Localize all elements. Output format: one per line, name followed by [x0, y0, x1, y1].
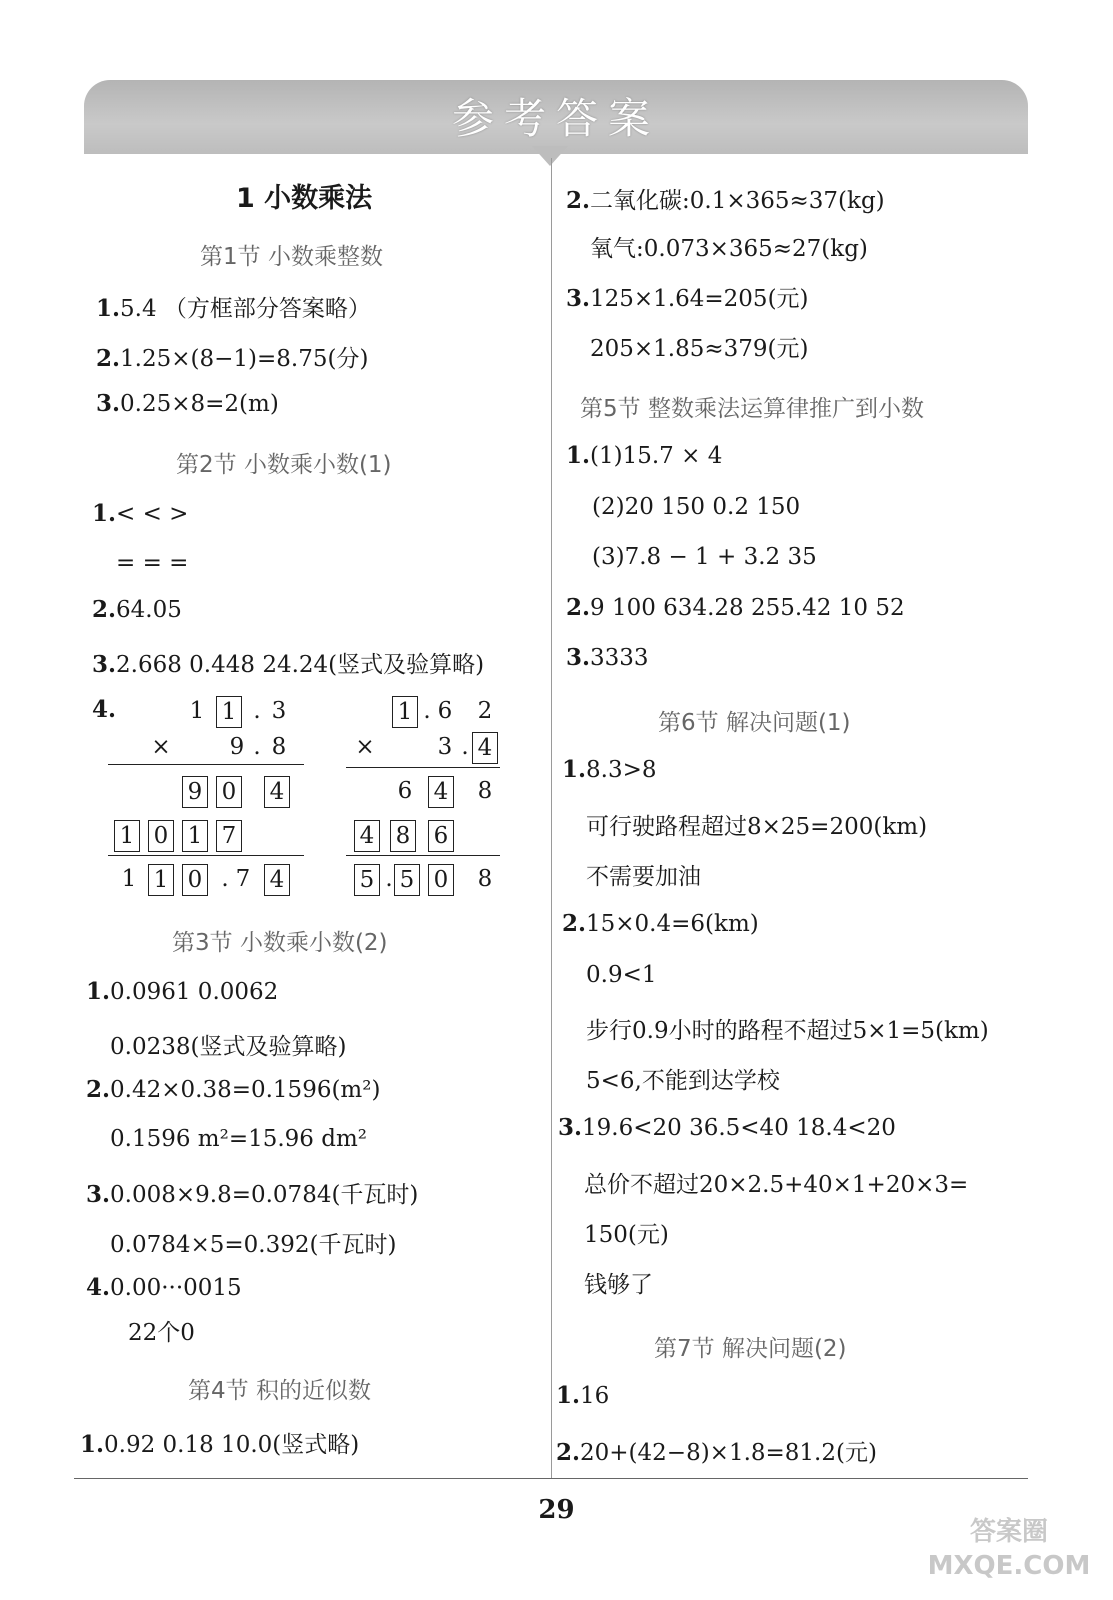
calc-digit: ×	[151, 734, 171, 760]
answer-line	[566, 182, 885, 215]
page-title: 参考答案	[451, 94, 660, 143]
answer-box: 5	[354, 864, 380, 896]
calc-rule	[108, 764, 304, 765]
answer-text: 0.25×8=2(m)	[120, 391, 279, 417]
answer-line	[92, 696, 116, 723]
answer-line: 可行驶路程超过8×25=200(km)	[586, 814, 928, 840]
answer-box: 1	[216, 696, 242, 728]
answer-box: 6	[428, 820, 454, 852]
answer-line: 5<6,不能到达学校	[586, 1068, 780, 1094]
answer-line: 0.0784×5=0.392(千瓦时)	[110, 1232, 397, 1258]
answer-text: 9 100 634.28 255.42 10 52	[590, 595, 905, 621]
answer-line	[86, 1076, 380, 1103]
answer-number: 2.	[562, 910, 587, 937]
section-heading: 第3节 小数乘小数(2)	[172, 930, 388, 956]
header-notch	[532, 146, 568, 166]
answer-line: 22个0	[128, 1320, 195, 1346]
calc-digit: 8	[477, 866, 493, 892]
answer-line	[562, 756, 657, 783]
answer-line	[558, 1114, 896, 1141]
answer-box: 0	[182, 864, 208, 896]
answer-number: 3.	[96, 390, 121, 417]
answer-box: 5	[394, 864, 420, 896]
answer-number: 1.	[96, 295, 121, 322]
answer-line	[96, 390, 279, 417]
section-heading: 第1节 小数乘整数	[200, 244, 383, 270]
calc-digit: 6	[437, 698, 453, 724]
answer-number: 1.	[556, 1382, 581, 1409]
answer-line	[96, 290, 371, 323]
answer-number: 2.	[96, 345, 121, 372]
answer-number: 3.	[92, 651, 117, 678]
answer-text: 20+(42−8)×1.8=81.2(元)	[580, 1440, 877, 1466]
answer-number: 1.	[92, 500, 117, 527]
answer-box: 7	[216, 820, 242, 852]
calc-digit: 1	[189, 698, 205, 724]
answer-line	[92, 500, 188, 527]
calc-digit: 8	[477, 778, 493, 804]
answer-number: 2.	[566, 594, 591, 621]
answer-box: 4	[264, 864, 290, 896]
answer-text: 125×1.64=205(元)	[590, 286, 809, 312]
answer-text: 5.4 （方框部分答案略）	[120, 296, 371, 322]
answer-number: 3.	[566, 644, 591, 671]
answer-box: 1	[114, 820, 140, 852]
answer-number: 2.	[86, 1076, 111, 1103]
answer-text: 0.0961 0.0062	[110, 979, 279, 1005]
calc-digit: 3	[271, 698, 287, 724]
answer-line: (2)20 150 0.2 150	[592, 494, 801, 520]
answer-line	[86, 978, 278, 1005]
answer-number: 1.	[86, 978, 111, 1005]
calc-digit: 7	[235, 866, 251, 892]
calc-digit: 9	[229, 734, 245, 760]
calc-digit: 6	[397, 778, 413, 804]
answer-text: 0.00···0015	[110, 1275, 242, 1301]
answer-line: 氧气:0.073×365≈27(kg)	[590, 236, 868, 262]
answer-line	[86, 1176, 418, 1209]
answer-line: 0.1596 m²=15.96 dm²	[110, 1126, 367, 1152]
answer-text: 0.42×0.38=0.1596(m²)	[110, 1077, 381, 1103]
answer-number: 3.	[86, 1181, 111, 1208]
calc-digit: .	[253, 734, 261, 760]
answer-box: 0	[148, 820, 174, 852]
answer-box: 0	[428, 864, 454, 896]
answer-box: 4	[354, 820, 380, 852]
answer-text: 64.05	[116, 597, 182, 623]
answer-text: 1.25×(8−1)=8.75(分)	[120, 346, 369, 372]
answer-line: 钱够了	[584, 1272, 653, 1298]
answer-number: 4.	[86, 1274, 111, 1301]
answer-number: 1.	[566, 442, 591, 469]
answer-number: 2.	[556, 1439, 581, 1466]
calc-digit: .	[461, 734, 469, 760]
calc-digit: 3	[437, 734, 453, 760]
watermark-logo: 答案圈 MXQE.COM	[927, 1517, 1091, 1581]
answer-text: 二氧化碳:0.1×365≈37(kg)	[590, 188, 885, 214]
answer-line	[566, 644, 649, 671]
answer-number: 1.	[562, 756, 587, 783]
answer-text: 2.668 0.448 24.24(竖式及验算略)	[116, 652, 485, 678]
answer-box: 1	[392, 696, 418, 728]
section-heading: 第2节 小数乘小数(1)	[176, 452, 392, 478]
section-heading: 第5节 整数乘法运算律推广到小数	[580, 396, 924, 422]
answer-text: < < >	[116, 501, 189, 527]
answer-box: 0	[216, 776, 242, 808]
answer-line	[556, 1434, 877, 1467]
answer-text: 19.6<20 36.5<40 18.4<20	[582, 1115, 896, 1141]
answer-line	[80, 1426, 359, 1459]
answer-text: 16	[580, 1383, 610, 1409]
answer-line	[92, 596, 182, 623]
answer-line: 205×1.85≈379(元)	[590, 336, 809, 362]
answer-text: 15×0.4=6(km)	[586, 911, 759, 937]
calc-digit: ×	[355, 734, 375, 760]
calc-digit: 1	[121, 866, 137, 892]
answer-number: 3.	[566, 285, 591, 312]
answer-number: 2.	[92, 596, 117, 623]
answer-number: 2.	[566, 187, 591, 214]
answer-line: 步行0.9小时的路程不超过5×1=5(km)	[586, 1018, 989, 1044]
answer-text: 8.3>8	[586, 757, 657, 783]
answer-line	[562, 910, 759, 937]
answer-box: 4	[472, 732, 498, 764]
answer-line	[566, 280, 809, 313]
calc-digit: .	[385, 866, 393, 892]
answer-text: 0.008×9.8=0.0784(千瓦时)	[110, 1182, 419, 1208]
calc-digit: 8	[271, 734, 287, 760]
page-number: 29	[538, 1495, 575, 1525]
answer-text: (1)15.7 × 4	[590, 443, 723, 469]
answer-number: 3.	[558, 1114, 583, 1141]
answer-box: 4	[428, 776, 454, 808]
answer-line	[96, 340, 368, 373]
column-divider	[551, 158, 552, 1478]
chapter-title: 1 小数乘法	[236, 183, 373, 214]
answer-text: 3333	[590, 645, 649, 671]
answer-line: 150(元)	[584, 1222, 669, 1248]
section-heading: 第6节 解决问题(1)	[658, 710, 851, 736]
answer-number: 4.	[92, 696, 117, 723]
answer-line	[92, 646, 484, 679]
answer-number: 1.	[80, 1431, 105, 1458]
answer-line: 不需要加油	[586, 864, 701, 890]
answer-line	[566, 442, 722, 469]
answer-box: 4	[264, 776, 290, 808]
answer-line	[566, 594, 905, 621]
calc-digit: .	[423, 698, 431, 724]
header-banner	[84, 80, 1028, 154]
answer-line: 总价不超过20×2.5+40×1+20×3=	[584, 1172, 969, 1198]
answer-line: = = =	[116, 550, 189, 576]
answer-box: 1	[182, 820, 208, 852]
footer-rule	[74, 1478, 1028, 1479]
answer-box: 8	[390, 820, 416, 852]
calc-rule	[346, 855, 500, 856]
answer-line	[556, 1382, 609, 1409]
calc-rule	[108, 855, 304, 856]
answer-box: 9	[182, 776, 208, 808]
answer-line	[86, 1274, 242, 1301]
section-heading: 第7节 解决问题(2)	[654, 1336, 847, 1362]
answer-box: 1	[148, 864, 174, 896]
calc-rule	[346, 767, 500, 768]
calc-digit: 2	[477, 698, 493, 724]
section-heading: 第4节 积的近似数	[188, 1378, 371, 1404]
answer-line: (3)7.8 − 1 + 3.2 35	[592, 544, 817, 570]
calc-digit: .	[253, 698, 261, 724]
answer-line: 0.0238(竖式及验算略)	[110, 1034, 347, 1060]
calc-digit: .	[221, 866, 229, 892]
answer-text: 0.92 0.18 10.0(竖式略)	[104, 1432, 360, 1458]
answer-line: 0.9<1	[586, 962, 657, 988]
